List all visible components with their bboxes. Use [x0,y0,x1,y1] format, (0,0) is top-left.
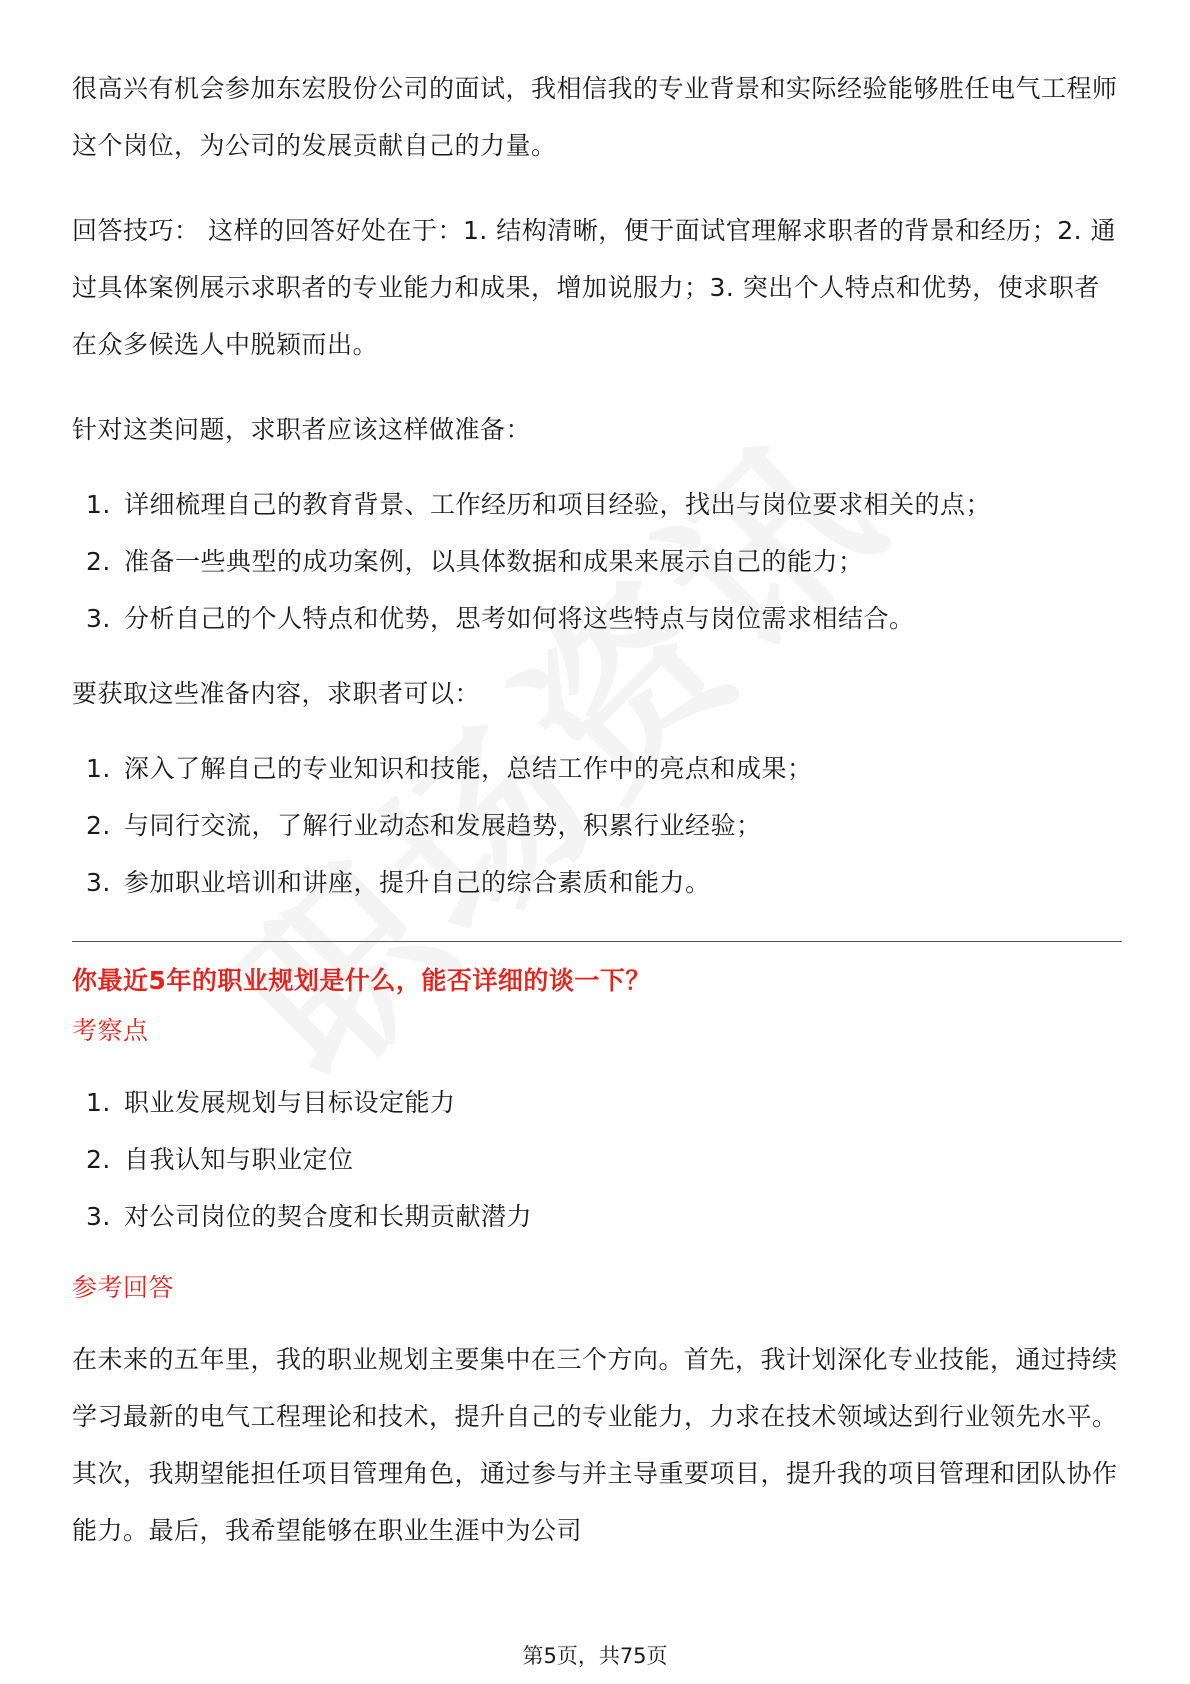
prep-list [72,476,1122,647]
list-item: 1. 深入了解自己的专业知识和技能，总结工作中的亮点和成果； [86,754,813,783]
question-heading: 你最近5年的职业规划是什么，能否详细的谈一下？ [72,966,651,995]
document-page [72,60,1122,1559]
list-item: 3. 参加职业培训和讲座，提升自己的综合素质和能力。 [86,868,711,897]
answer-heading: 参考回答 [72,1273,175,1302]
list-item: 2. 与同行交流，了解行业动态和发展趋势，积累行业经验； [86,811,762,840]
page-footer: 第5页，共75页 [522,1644,668,1668]
answer-paragraph: 在未来的五年里，我的职业规划主要集中在三个方向。首先，我计划深化专业技能，通过持续学习最新的电气工程理论和技术，提升自己的专业能力，力求在技术领域达到行业领先水平。其次，我期望能担任项目管理角色，通过参与并主导重要项目，提升我的项目管理和团队协作能力。最后，我希望能够在职业生涯中为公司 [72,1345,1118,1545]
list-item: 3. 对公司岗位的契合度和长期贡献潜力 [86,1202,533,1231]
list-item: 1. 职业发展规划与目标设定能力 [86,1088,456,1117]
list-item: 2. 准备一些典型的成功案例，以具体数据和成果来展示自己的能力； [86,547,864,576]
obtain-list [72,740,1122,911]
section-divider [72,941,1122,942]
list-item: 3. 分析自己的个人特点和优势，思考如何将这些特点与岗位需求相结合。 [86,604,915,633]
focus-heading: 考察点 [72,1016,149,1045]
list-item: 2. 自我认知与职业定位 [86,1145,354,1174]
answer-tips-paragraph: 回答技巧： 这样的回答好处在于：1. 结构清晰，便于面试官理解求职者的背景和经历；2. 通过具体案例展示求职者的专业能力和成果，增加说服力；3. 突出个人特点和优势，使求职者在众多候选人中脱颖而出。 [72,216,1117,359]
intro-closing-paragraph: 很高兴有机会参加东宏股份公司的面试，我相信我的专业背景和实际经验能够胜任电气工程师这个岗位，为公司的发展贡献自己的力量。 [72,74,1118,160]
prep-intro: 针对这类问题，求职者应该这样做准备： [72,415,532,444]
focus-list [72,1074,1122,1245]
list-item: 1. 详细梳理自己的教育背景、工作经历和项目经验，找出与岗位要求相关的点； [86,490,992,519]
obtain-intro: 要获取这些准备内容，求职者可以： [72,679,481,708]
